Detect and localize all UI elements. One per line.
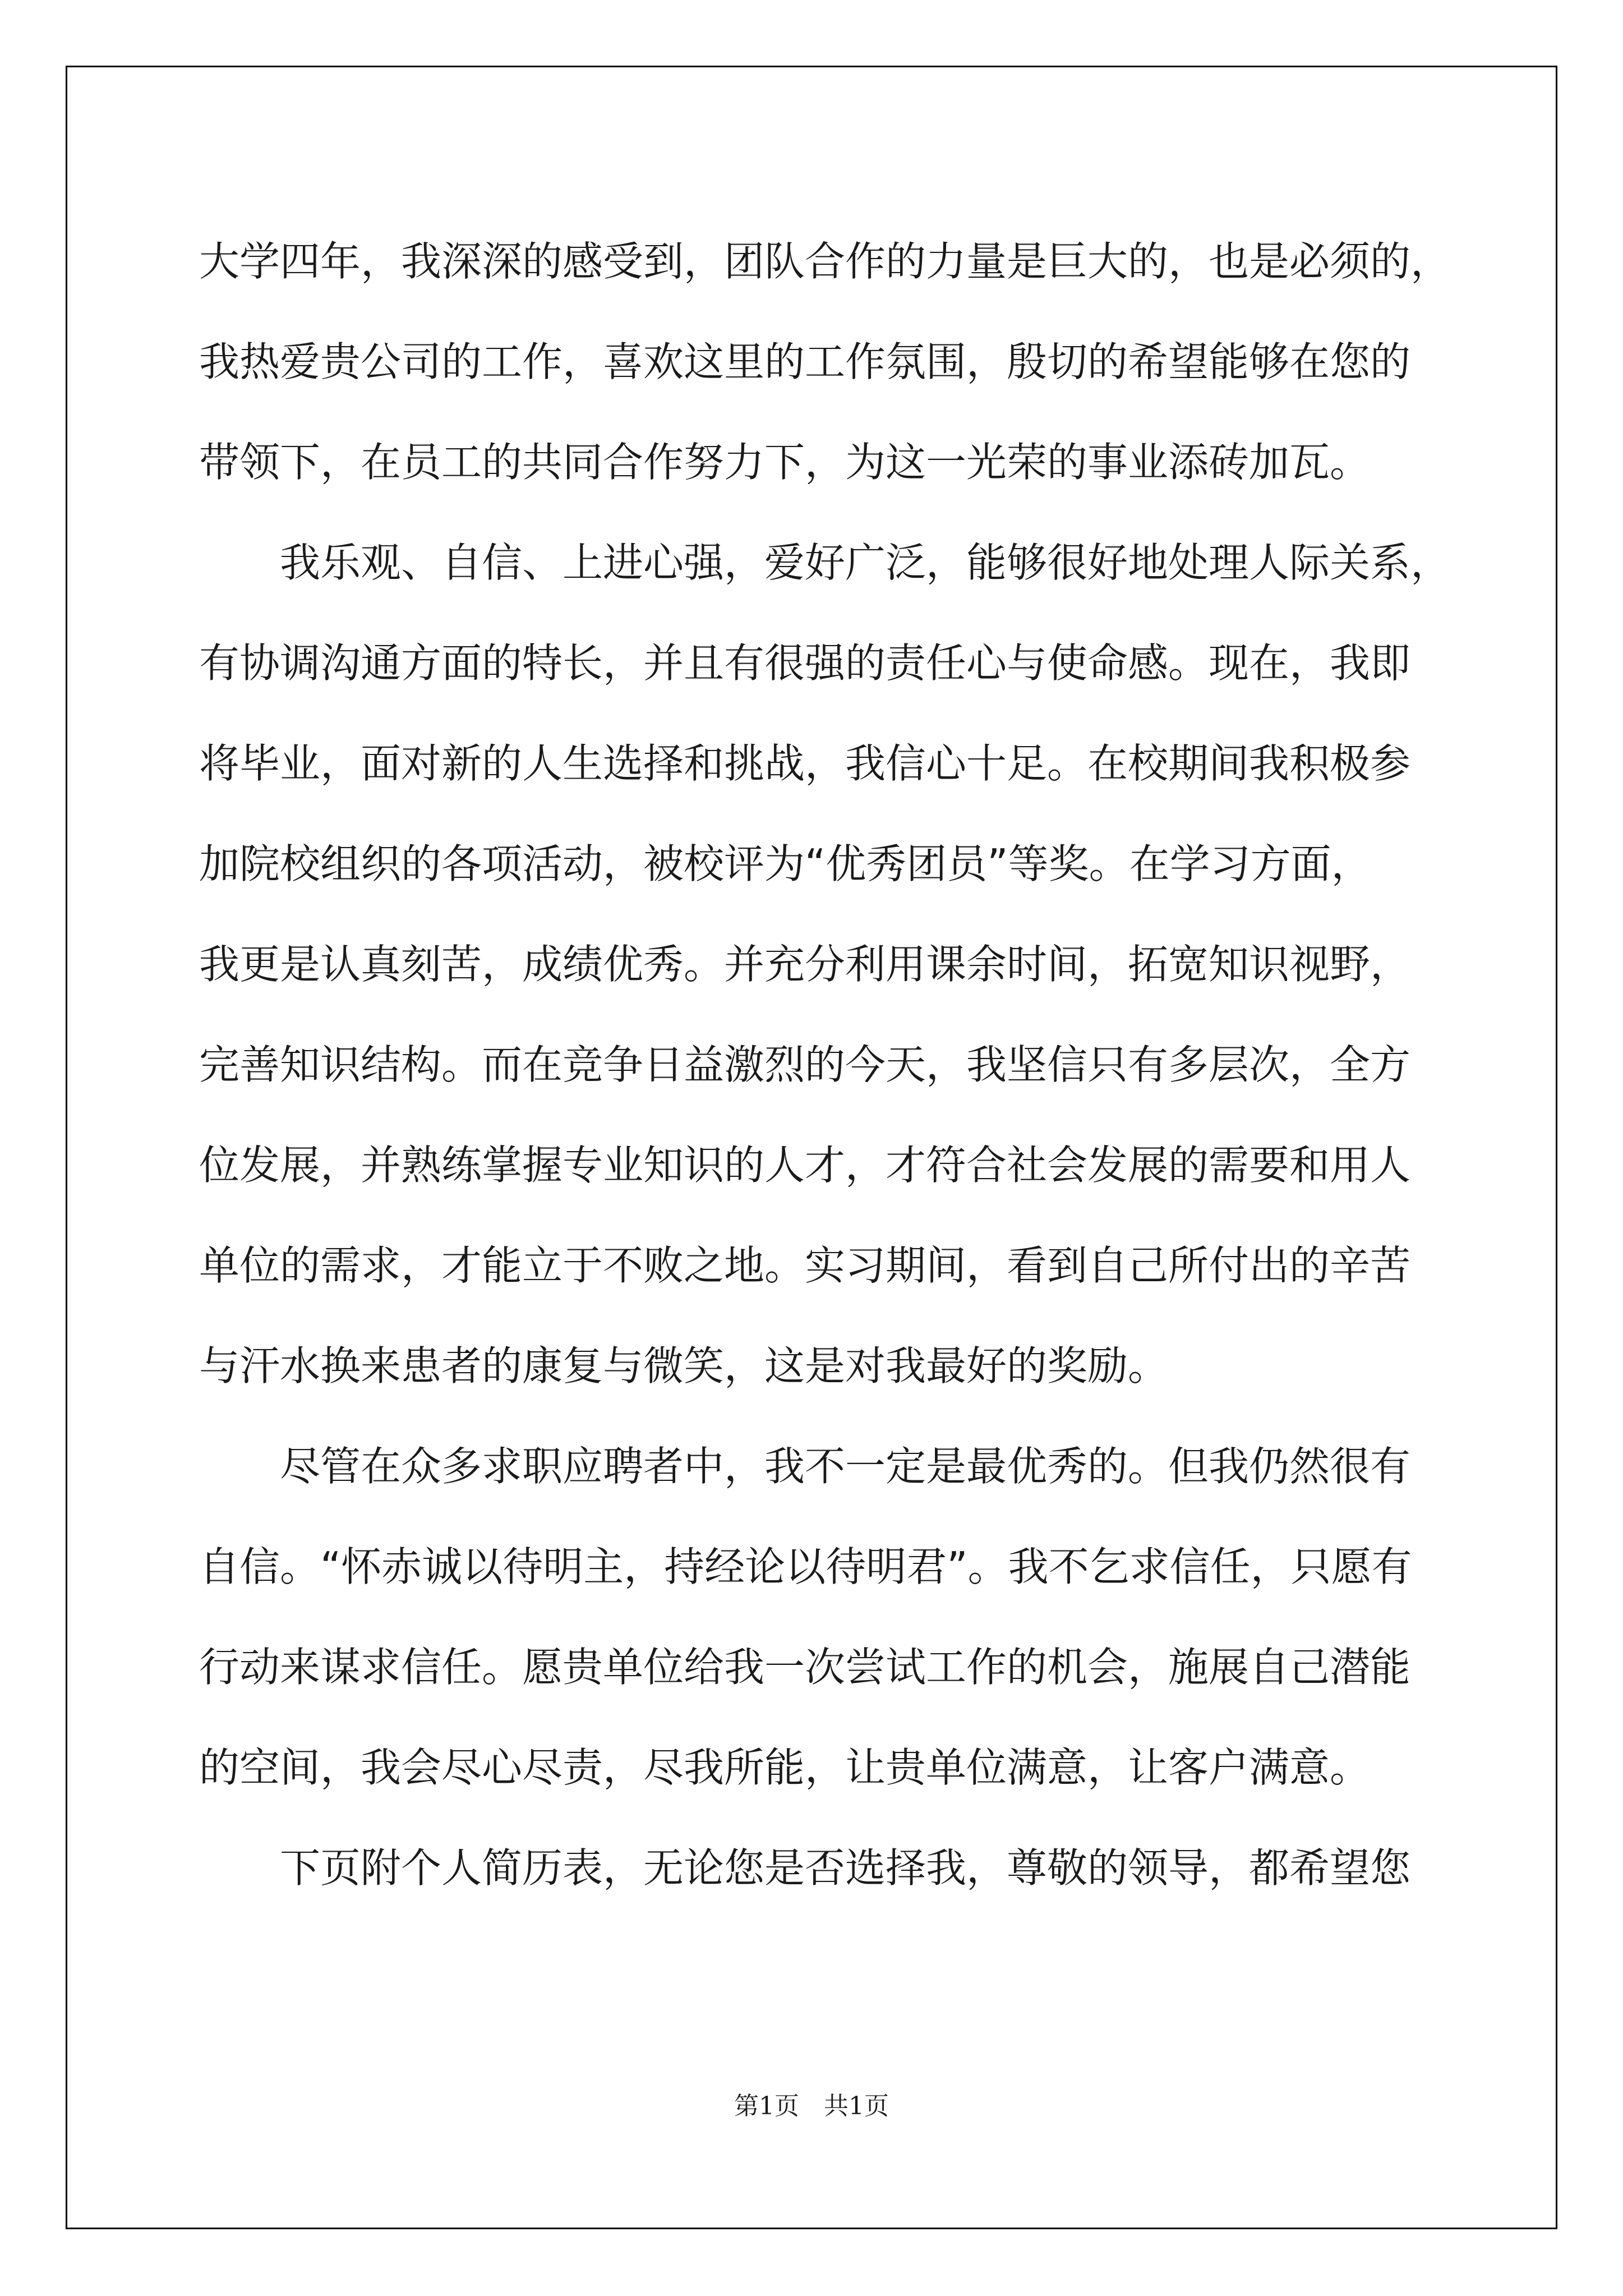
text-line: 行动来谋求信任。愿贵单位给我一次尝试工作的机会，施展自己潜能 [199,1644,1411,1691]
text-line: 加院校组织的各项活动，被校评为“优秀团员”等奖。在学习方面， [199,840,1372,887]
text-line: 单位的需求，才能立于不败之地。实习期间，看到自己所付出的辛苦 [199,1242,1411,1289]
text-line: 尽管在众多求职应聘者中，我不一定是最优秀的。但我仍然很有 [280,1443,1411,1490]
text-line: 我乐观、自信、上进心强，爱好广泛，能够很好地处理人际关系， [280,539,1451,586]
letter-body [199,211,1451,1918]
text-line: 自信。“怀赤诚以待明主，持经论以待明君”。我不乞求信任，只愿有 [199,1543,1412,1590]
text-line: 我热爱贵公司的工作，喜欢这里的工作氛围，殷切的希望能够在您的 [199,338,1411,385]
page-number-label: 第1页 共1页 [734,2092,889,2120]
text-line: 将毕业，面对新的人生选择和挑战，我信心十足。在校期间我积极参 [199,740,1411,787]
text-line: 下页附个人简历表，无论您是否选择我，尊敬的领导，都希望您 [280,1844,1411,1892]
text-line: 位发展，并熟练掌握专业知识的人才，才符合社会发展的需要和用人 [199,1142,1411,1189]
page-footer [0,2086,1623,2122]
text-line: 的空间，我会尽心尽责，尽我所能，让贵单位满意，让客户满意。 [199,1744,1371,1791]
text-line: 大学四年，我深深的感受到，团队合作的力量是巨大的，也是必须的， [199,238,1451,285]
text-line: 有协调沟通方面的特长，并且有很强的责任心与使命感。现在，我即 [199,639,1411,687]
text-line: 与汗水换来患者的康复与微笑，这是对我最好的奖励。 [199,1342,1169,1389]
text-line: 完善知识结构。而在竞争日益激烈的今天，我坚信只有多层次，全方 [199,1041,1411,1088]
text-line: 我更是认真刻苦，成绩优秀。并充分利用课余时间，拓宽知识视野， [199,941,1411,988]
text-line: 带领下，在员工的共同合作努力下，为这一光荣的事业添砖加瓦。 [199,439,1371,486]
